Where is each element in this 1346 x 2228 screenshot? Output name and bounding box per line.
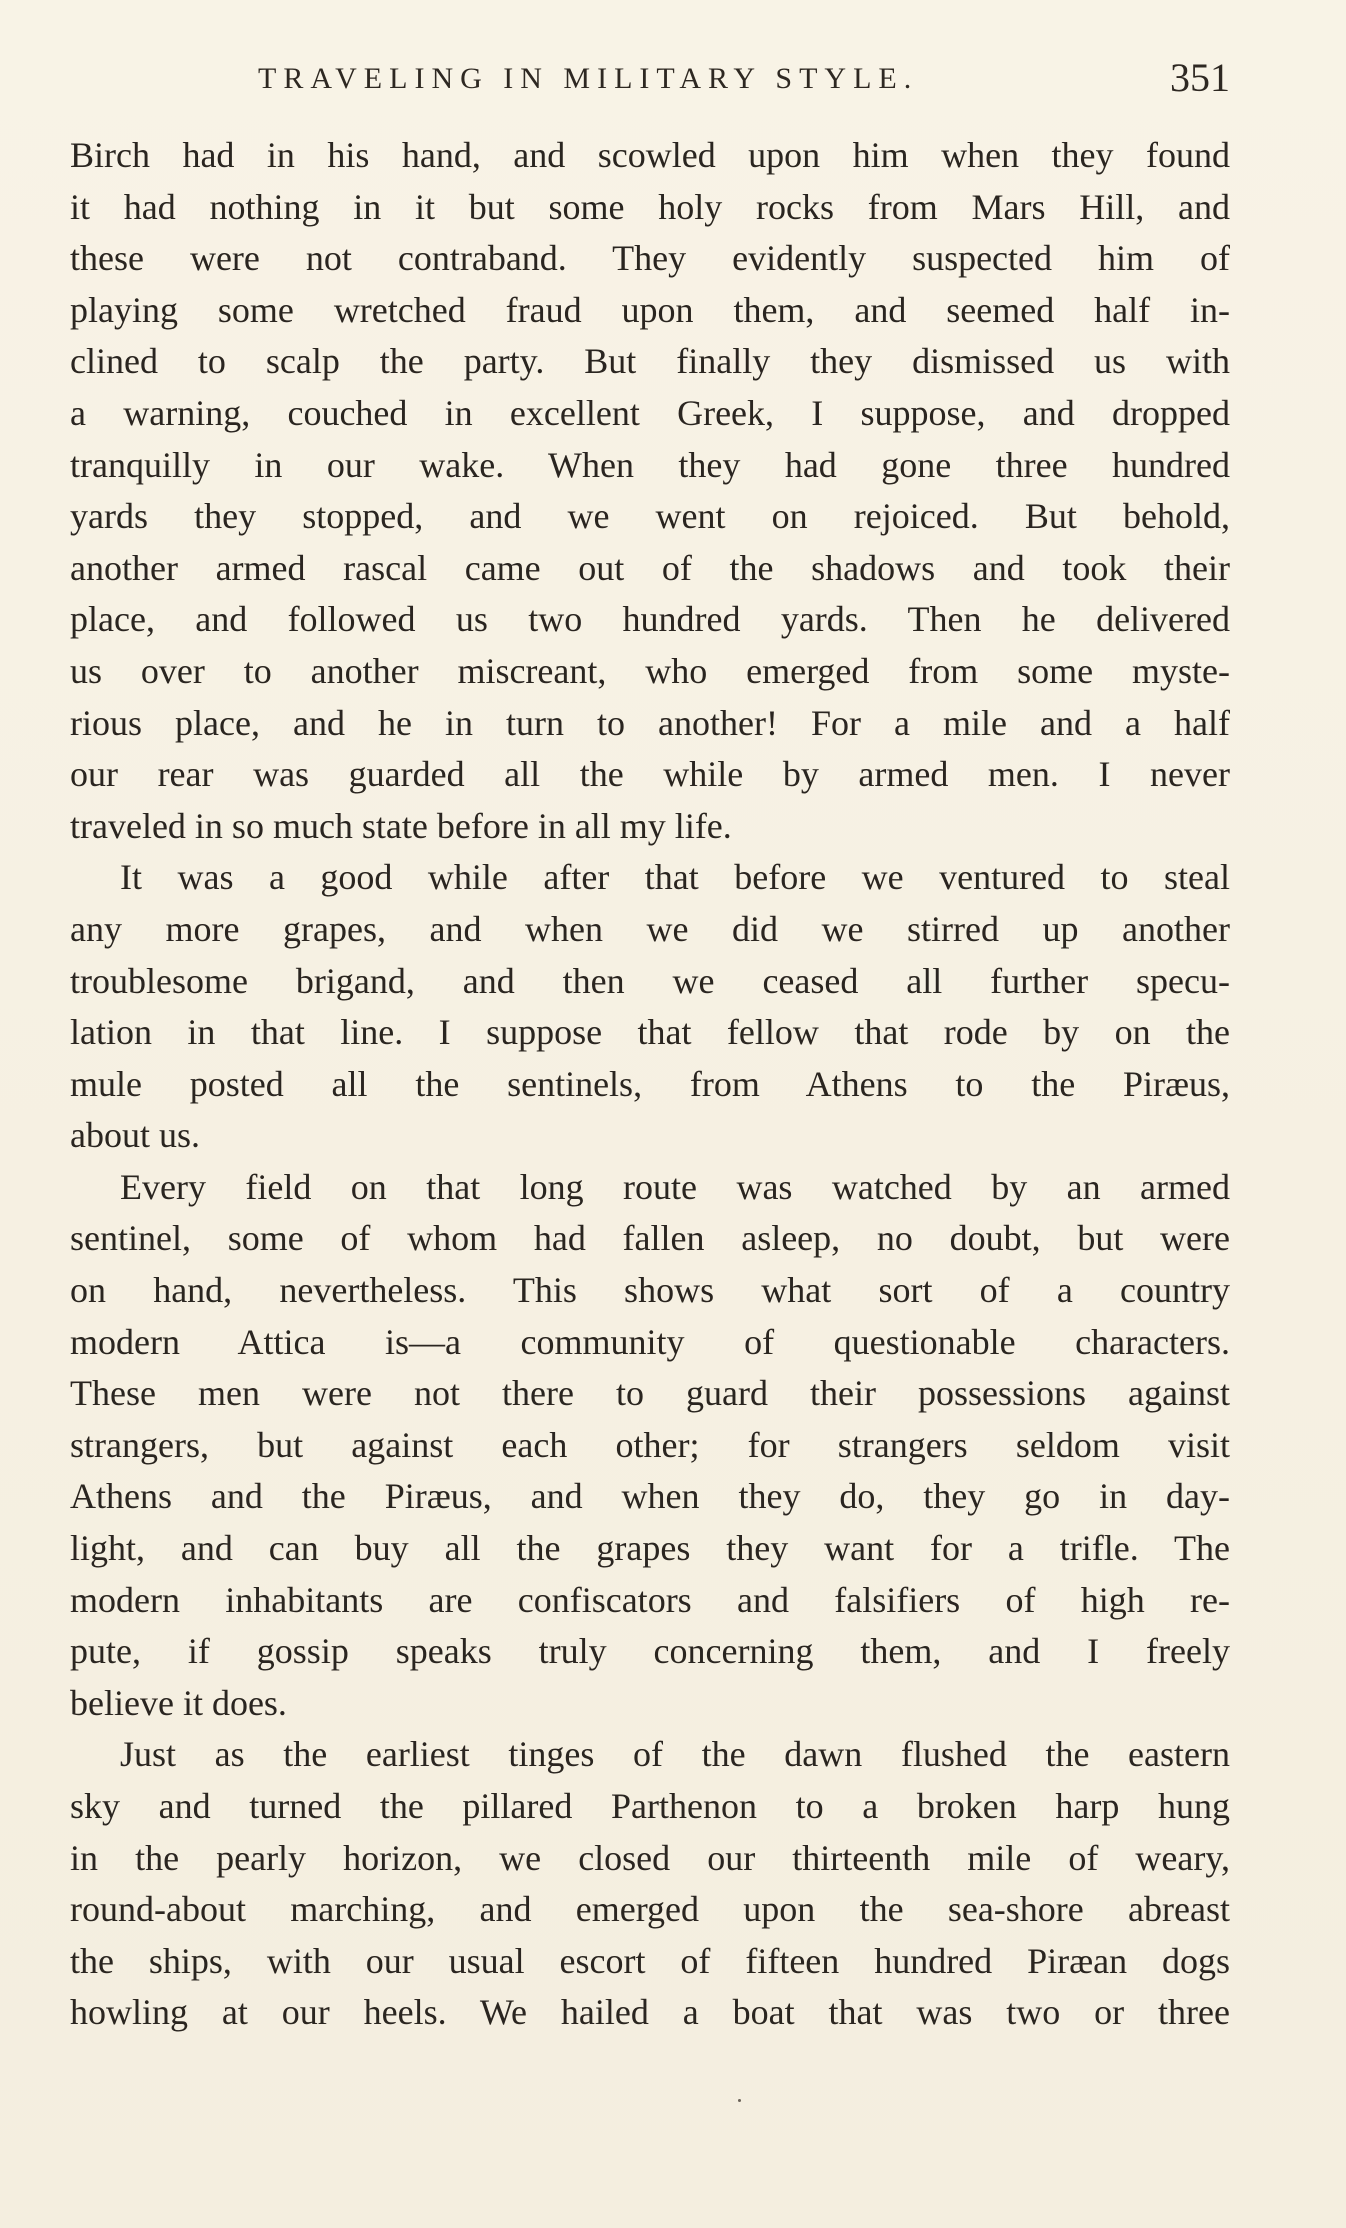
text-line: round-about marching, and emerged upon the sea-shore abreast bbox=[70, 1889, 1230, 1930]
text-line: rious place, and he in turn to another! For a mile and a half bbox=[70, 702, 1230, 743]
text-line: believe it does. bbox=[70, 1682, 287, 1723]
text-line: a warning, couched in excellent Greek, I suppose, and dropped bbox=[70, 392, 1230, 433]
text-line: yards they stopped, and we went on rejoiced. But behold, bbox=[70, 496, 1230, 537]
text-line: mule posted all the sentinels, from Athens to the Piræus, bbox=[70, 1063, 1230, 1104]
text-line: tranquilly in our wake. When they had gone three hundred bbox=[70, 444, 1230, 485]
text-line: on hand, nevertheless. This shows what sort of a country bbox=[70, 1270, 1230, 1311]
body-text bbox=[70, 130, 1230, 2039]
text-line: modern inhabitants are confiscators and falsifiers of high re- bbox=[70, 1579, 1230, 1620]
text-line: the ships, with our usual escort of fifteen hundred Piræan dogs bbox=[70, 1940, 1230, 1981]
text-line: playing some wretched fraud upon them, and seemed half in- bbox=[70, 289, 1230, 330]
paper-speck bbox=[738, 2099, 741, 2102]
text-line: our rear was guarded all the while by armed men. I never bbox=[70, 754, 1230, 795]
paragraph-start-line: It was a good while after that before we ventured to steal bbox=[120, 857, 1230, 898]
text-line: any more grapes, and when we did we stirred up another bbox=[70, 908, 1230, 949]
text-line: pute, if gossip speaks truly concerning them, and I freely bbox=[70, 1631, 1230, 1672]
running-head bbox=[70, 54, 1230, 104]
text-line: modern Attica is—a community of questionable characters. bbox=[70, 1321, 1230, 1362]
text-line: traveled in so much state before in all my life. bbox=[70, 805, 732, 846]
text-line: about us. bbox=[70, 1115, 200, 1156]
text-line: lation in that line. I suppose that fellow that rode by on the bbox=[70, 1012, 1230, 1053]
text-line: it had nothing in it but some holy rocks from Mars Hill, and bbox=[70, 186, 1230, 227]
text-line: sentinel, some of whom had fallen asleep, no doubt, but were bbox=[70, 1218, 1230, 1259]
text-line: howling at our heels. We hailed a boat that was two or three bbox=[70, 1992, 1230, 2033]
paragraph-start-line: Just as the earliest tinges of the dawn flushed the eastern bbox=[120, 1734, 1230, 1775]
text-line: another armed rascal came out of the shadows and took their bbox=[70, 547, 1230, 588]
text-line: in the pearly horizon, we closed our thirteenth mile of weary, bbox=[70, 1837, 1230, 1878]
text-line: sky and turned the pillared Parthenon to a broken harp hung bbox=[70, 1786, 1230, 1826]
text-line: light, and can buy all the grapes they want for a trifle. The bbox=[70, 1528, 1230, 1569]
running-title: TRAVELING IN MILITARY STYLE. bbox=[258, 62, 919, 95]
text-line: place, and followed us two hundred yards. Then he delivered bbox=[70, 599, 1230, 640]
page-number: 351 bbox=[1170, 55, 1230, 100]
paragraph-start-line: Every field on that long route was watched by an armed bbox=[120, 1166, 1230, 1207]
text-line: troublesome brigand, and then we ceased all further specu- bbox=[70, 960, 1230, 1001]
text-line: clined to scalp the party. But finally they dismissed us with bbox=[70, 341, 1230, 382]
text-line: strangers, but against each other; for strangers seldom visit bbox=[70, 1424, 1230, 1465]
text-line: These men were not there to guard their possessions against bbox=[70, 1373, 1230, 1414]
text-line: Birch had in his hand, and scowled upon him when they found bbox=[70, 135, 1230, 175]
text-line: Athens and the Piræus, and when they do, they go in day- bbox=[70, 1476, 1230, 1517]
text-line: us over to another miscreant, who emerged from some myste- bbox=[70, 650, 1230, 691]
text-line: these were not contraband. They evidently suspected him of bbox=[70, 238, 1230, 279]
